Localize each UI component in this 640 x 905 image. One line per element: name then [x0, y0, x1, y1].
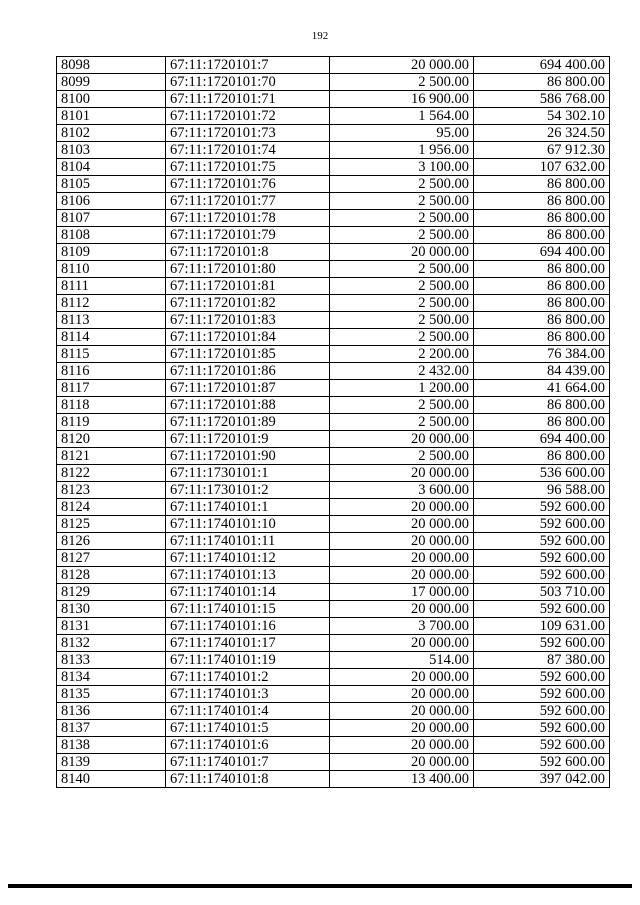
cadastral-value-cell: 592 600.00 — [474, 669, 610, 686]
row-number-cell: 8111 — [57, 278, 166, 295]
cadastral-value-cell: 86 800.00 — [474, 210, 610, 227]
cadastral-value-cell: 107 632.00 — [474, 159, 610, 176]
area-cell: 20 000.00 — [330, 431, 474, 448]
cadastral-number-cell: 67:11:1720101:80 — [166, 261, 330, 278]
cadastral-number-cell: 67:11:1740101:13 — [166, 567, 330, 584]
row-number-cell: 8126 — [57, 533, 166, 550]
row-number-cell: 8138 — [57, 737, 166, 754]
cadastral-value-cell: 536 600.00 — [474, 465, 610, 482]
row-number-cell: 8140 — [57, 771, 166, 788]
cadastral-number-cell: 67:11:1740101:1 — [166, 499, 330, 516]
area-cell: 2 500.00 — [330, 329, 474, 346]
area-cell: 20 000.00 — [330, 703, 474, 720]
cadastral-value-cell: 397 042.00 — [474, 771, 610, 788]
row-number-cell: 8104 — [57, 159, 166, 176]
area-cell: 1 956.00 — [330, 142, 474, 159]
cadastral-value-cell: 84 439.00 — [474, 363, 610, 380]
cadastral-value-cell: 86 800.00 — [474, 448, 610, 465]
cadastral-value-cell: 86 800.00 — [474, 397, 610, 414]
row-number-cell: 8129 — [57, 584, 166, 601]
table-row — [57, 533, 610, 550]
table-row — [57, 159, 610, 176]
area-cell: 2 500.00 — [330, 397, 474, 414]
cadastral-number-cell: 67:11:1720101:8 — [166, 244, 330, 261]
table-row — [57, 686, 610, 703]
cadastral-number-cell: 67:11:1720101:88 — [166, 397, 330, 414]
cadastral-value-table — [56, 56, 610, 788]
cadastral-number-cell: 67:11:1720101:73 — [166, 125, 330, 142]
cadastral-value-cell: 694 400.00 — [474, 244, 610, 261]
cadastral-number-cell: 67:11:1720101:87 — [166, 380, 330, 397]
cadastral-number-cell: 67:11:1720101:76 — [166, 176, 330, 193]
area-cell: 2 500.00 — [330, 295, 474, 312]
area-cell: 2 500.00 — [330, 74, 474, 91]
table-row — [57, 550, 610, 567]
cadastral-number-cell: 67:11:1740101:17 — [166, 635, 330, 652]
cadastral-number-cell: 67:11:1740101:12 — [166, 550, 330, 567]
cadastral-value-cell: 592 600.00 — [474, 720, 610, 737]
area-cell: 20 000.00 — [330, 669, 474, 686]
row-number-cell: 8121 — [57, 448, 166, 465]
row-number-cell: 8131 — [57, 618, 166, 635]
cadastral-value-cell: 86 800.00 — [474, 193, 610, 210]
row-number-cell: 8110 — [57, 261, 166, 278]
area-cell: 1 564.00 — [330, 108, 474, 125]
table-row — [57, 261, 610, 278]
area-cell: 2 432.00 — [330, 363, 474, 380]
cadastral-number-cell: 67:11:1720101:82 — [166, 295, 330, 312]
table-row — [57, 193, 610, 210]
row-number-cell: 8133 — [57, 652, 166, 669]
cadastral-number-cell: 67:11:1740101:7 — [166, 754, 330, 771]
row-number-cell: 8107 — [57, 210, 166, 227]
area-cell: 2 500.00 — [330, 278, 474, 295]
cadastral-number-cell: 67:11:1720101:70 — [166, 74, 330, 91]
cadastral-number-cell: 67:11:1720101:77 — [166, 193, 330, 210]
area-cell: 2 500.00 — [330, 414, 474, 431]
table-row — [57, 567, 610, 584]
area-cell: 2 500.00 — [330, 176, 474, 193]
table-row — [57, 125, 610, 142]
table-row — [57, 669, 610, 686]
row-number-cell: 8101 — [57, 108, 166, 125]
row-number-cell: 8139 — [57, 754, 166, 771]
cadastral-number-cell: 67:11:1730101:2 — [166, 482, 330, 499]
row-number-cell: 8105 — [57, 176, 166, 193]
cadastral-value-cell: 694 400.00 — [474, 57, 610, 74]
area-cell: 3 700.00 — [330, 618, 474, 635]
area-cell: 2 500.00 — [330, 193, 474, 210]
table-row — [57, 142, 610, 159]
area-cell: 20 000.00 — [330, 550, 474, 567]
cadastral-number-cell: 67:11:1720101:7 — [166, 57, 330, 74]
cadastral-value-cell: 86 800.00 — [474, 74, 610, 91]
cadastral-value-cell: 592 600.00 — [474, 686, 610, 703]
cadastral-value-cell: 592 600.00 — [474, 550, 610, 567]
row-number-cell: 8125 — [57, 516, 166, 533]
row-number-cell: 8098 — [57, 57, 166, 74]
area-cell: 17 000.00 — [330, 584, 474, 601]
row-number-cell: 8103 — [57, 142, 166, 159]
area-cell: 20 000.00 — [330, 57, 474, 74]
row-number-cell: 8118 — [57, 397, 166, 414]
table-row — [57, 465, 610, 482]
cadastral-number-cell: 67:11:1740101:10 — [166, 516, 330, 533]
cadastral-value-cell: 503 710.00 — [474, 584, 610, 601]
table-row — [57, 635, 610, 652]
cadastral-number-cell: 67:11:1740101:5 — [166, 720, 330, 737]
table-row — [57, 601, 610, 618]
cadastral-value-cell: 86 800.00 — [474, 329, 610, 346]
cadastral-value-cell: 694 400.00 — [474, 431, 610, 448]
row-number-cell: 8112 — [57, 295, 166, 312]
row-number-cell: 8120 — [57, 431, 166, 448]
row-number-cell: 8134 — [57, 669, 166, 686]
row-number-cell: 8123 — [57, 482, 166, 499]
row-number-cell: 8135 — [57, 686, 166, 703]
area-cell: 3 600.00 — [330, 482, 474, 499]
cadastral-value-cell: 586 768.00 — [474, 91, 610, 108]
area-cell: 20 000.00 — [330, 720, 474, 737]
cadastral-number-cell: 67:11:1720101:90 — [166, 448, 330, 465]
cadastral-value-cell: 86 800.00 — [474, 295, 610, 312]
cadastral-number-cell: 67:11:1720101:71 — [166, 91, 330, 108]
bottom-rule — [8, 884, 632, 888]
area-cell: 2 500.00 — [330, 448, 474, 465]
table-row — [57, 57, 610, 74]
cadastral-number-cell: 67:11:1720101:74 — [166, 142, 330, 159]
area-cell: 2 500.00 — [330, 261, 474, 278]
cadastral-number-cell: 67:11:1720101:9 — [166, 431, 330, 448]
page-number: 192 — [311, 30, 329, 42]
area-cell: 1 200.00 — [330, 380, 474, 397]
row-number-cell: 8109 — [57, 244, 166, 261]
area-cell: 514.00 — [330, 652, 474, 669]
table-row — [57, 448, 610, 465]
area-cell: 20 000.00 — [330, 499, 474, 516]
row-number-cell: 8130 — [57, 601, 166, 618]
table-row — [57, 329, 610, 346]
cadastral-number-cell: 67:11:1740101:2 — [166, 669, 330, 686]
cadastral-number-cell: 67:11:1740101:8 — [166, 771, 330, 788]
cadastral-value-cell: 592 600.00 — [474, 601, 610, 618]
cadastral-value-cell: 592 600.00 — [474, 754, 610, 771]
table-row — [57, 652, 610, 669]
row-number-cell: 8108 — [57, 227, 166, 244]
area-cell: 20 000.00 — [330, 465, 474, 482]
table-row — [57, 720, 610, 737]
cadastral-number-cell: 67:11:1720101:84 — [166, 329, 330, 346]
area-cell: 3 100.00 — [330, 159, 474, 176]
cadastral-value-cell: 86 800.00 — [474, 176, 610, 193]
cadastral-value-cell: 592 600.00 — [474, 567, 610, 584]
cadastral-value-cell: 41 664.00 — [474, 380, 610, 397]
cadastral-number-cell: 67:11:1720101:75 — [166, 159, 330, 176]
row-number-cell: 8136 — [57, 703, 166, 720]
area-cell: 20 000.00 — [330, 601, 474, 618]
table-row — [57, 74, 610, 91]
area-cell: 2 500.00 — [330, 227, 474, 244]
cadastral-value-cell: 592 600.00 — [474, 703, 610, 720]
cadastral-number-cell: 67:11:1720101:89 — [166, 414, 330, 431]
row-number-cell: 8106 — [57, 193, 166, 210]
area-cell: 20 000.00 — [330, 567, 474, 584]
table-row — [57, 414, 610, 431]
cadastral-number-cell: 67:11:1720101:81 — [166, 278, 330, 295]
row-number-cell: 8099 — [57, 74, 166, 91]
area-cell: 20 000.00 — [330, 737, 474, 754]
cadastral-value-cell: 26 324.50 — [474, 125, 610, 142]
row-number-cell: 8102 — [57, 125, 166, 142]
table-row — [57, 91, 610, 108]
cadastral-value-cell: 86 800.00 — [474, 278, 610, 295]
table-row — [57, 703, 610, 720]
cadastral-value-cell: 592 600.00 — [474, 499, 610, 516]
table-row — [57, 227, 610, 244]
table-row — [57, 108, 610, 125]
cadastral-value-cell: 76 384.00 — [474, 346, 610, 363]
cadastral-number-cell: 67:11:1740101:16 — [166, 618, 330, 635]
area-cell: 20 000.00 — [330, 533, 474, 550]
cadastral-value-cell: 86 800.00 — [474, 261, 610, 278]
area-cell: 20 000.00 — [330, 686, 474, 703]
table-row — [57, 618, 610, 635]
cadastral-number-cell: 67:11:1720101:83 — [166, 312, 330, 329]
cadastral-number-cell: 67:11:1720101:78 — [166, 210, 330, 227]
table-row — [57, 516, 610, 533]
table-row — [57, 312, 610, 329]
cadastral-value-cell: 109 631.00 — [474, 618, 610, 635]
row-number-cell: 8132 — [57, 635, 166, 652]
row-number-cell: 8122 — [57, 465, 166, 482]
cadastral-value-cell: 86 800.00 — [474, 414, 610, 431]
cadastral-value-cell: 54 302.10 — [474, 108, 610, 125]
row-number-cell: 8128 — [57, 567, 166, 584]
cadastral-value-cell: 592 600.00 — [474, 635, 610, 652]
table-row — [57, 176, 610, 193]
area-cell: 2 500.00 — [330, 210, 474, 227]
row-number-cell: 8124 — [57, 499, 166, 516]
area-cell: 13 400.00 — [330, 771, 474, 788]
cadastral-number-cell: 67:11:1740101:15 — [166, 601, 330, 618]
row-number-cell: 8100 — [57, 91, 166, 108]
table-row — [57, 244, 610, 261]
cadastral-number-cell: 67:11:1740101:14 — [166, 584, 330, 601]
table-row — [57, 737, 610, 754]
cadastral-value-cell: 96 588.00 — [474, 482, 610, 499]
area-cell: 16 900.00 — [330, 91, 474, 108]
table-row — [57, 431, 610, 448]
table-row — [57, 754, 610, 771]
cadastral-value-cell: 592 600.00 — [474, 516, 610, 533]
table-row — [57, 210, 610, 227]
cadastral-value-cell: 86 800.00 — [474, 312, 610, 329]
area-cell: 20 000.00 — [330, 635, 474, 652]
row-number-cell: 8119 — [57, 414, 166, 431]
table-body — [57, 57, 610, 788]
cadastral-number-cell: 67:11:1720101:86 — [166, 363, 330, 380]
area-cell: 20 000.00 — [330, 516, 474, 533]
row-number-cell: 8137 — [57, 720, 166, 737]
area-cell: 2 200.00 — [330, 346, 474, 363]
row-number-cell: 8115 — [57, 346, 166, 363]
cadastral-value-cell: 592 600.00 — [474, 533, 610, 550]
table-row — [57, 295, 610, 312]
row-number-cell: 8117 — [57, 380, 166, 397]
cadastral-number-cell: 67:11:1720101:72 — [166, 108, 330, 125]
table-row — [57, 278, 610, 295]
cadastral-value-cell: 67 912.30 — [474, 142, 610, 159]
cadastral-number-cell: 67:11:1740101:3 — [166, 686, 330, 703]
cadastral-number-cell: 67:11:1720101:79 — [166, 227, 330, 244]
row-number-cell: 8113 — [57, 312, 166, 329]
table-row — [57, 397, 610, 414]
cadastral-number-cell: 67:11:1740101:11 — [166, 533, 330, 550]
cadastral-number-cell: 67:11:1720101:85 — [166, 346, 330, 363]
area-cell: 20 000.00 — [330, 754, 474, 771]
cadastral-number-cell: 67:11:1740101:19 — [166, 652, 330, 669]
row-number-cell: 8114 — [57, 329, 166, 346]
table-row — [57, 482, 610, 499]
cadastral-number-cell: 67:11:1730101:1 — [166, 465, 330, 482]
area-cell: 2 500.00 — [330, 312, 474, 329]
table-row — [57, 584, 610, 601]
area-cell: 20 000.00 — [330, 244, 474, 261]
cadastral-value-cell: 592 600.00 — [474, 737, 610, 754]
row-number-cell: 8116 — [57, 363, 166, 380]
cadastral-number-cell: 67:11:1740101:6 — [166, 737, 330, 754]
cadastral-number-cell: 67:11:1740101:4 — [166, 703, 330, 720]
table-row — [57, 380, 610, 397]
cadastral-value-cell: 87 380.00 — [474, 652, 610, 669]
table-row — [57, 499, 610, 516]
area-cell: 95.00 — [330, 125, 474, 142]
row-number-cell: 8127 — [57, 550, 166, 567]
cadastral-value-cell: 86 800.00 — [474, 227, 610, 244]
table-row — [57, 771, 610, 788]
table-row — [57, 363, 610, 380]
table-row — [57, 346, 610, 363]
